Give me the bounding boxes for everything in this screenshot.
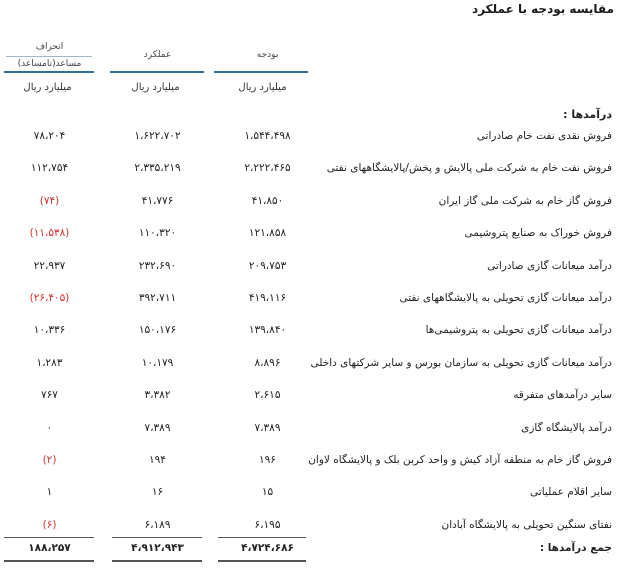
row-budget-value: ۲۰۹،۷۵۳: [248, 260, 287, 272]
budget-header-line: [214, 71, 308, 73]
table-row: [0, 422, 622, 442]
row-label: درآمد میعانات گازی تحویلی به پتروشیمی‌ها: [425, 324, 612, 336]
row-budget-value: ۱۲۱،۸۵۸: [248, 227, 287, 239]
total-line-variance-top: [4, 537, 94, 538]
row-budget-value: ۱۵: [261, 486, 274, 498]
row-variance-value: (۲): [42, 454, 57, 466]
row-label: سایر درآمدهای متفرقه: [513, 389, 612, 401]
row-actual-value: ۳۹۲،۷۱۱: [138, 292, 177, 304]
page-title: مقایسه بودجه با عملکرد: [472, 2, 614, 16]
total-line-variance-bottom: [4, 560, 94, 562]
table-row: [0, 454, 622, 474]
table-row: [0, 519, 622, 539]
row-variance-value: (۲۶،۴۰۵): [29, 292, 70, 304]
total-line-budget-bottom: [218, 560, 306, 562]
row-variance-value: ۷۸،۲۰۴: [33, 130, 66, 142]
total-line-actual-bottom: [112, 560, 202, 562]
row-variance-value: ۱،۲۸۳: [36, 357, 63, 369]
row-variance-value: (۷۴): [39, 195, 60, 207]
row-actual-value: ۱۹۴: [149, 454, 166, 466]
row-label: فروش گاز خام به منطقه آزاد کیش و واحد کربن بلک و پالایشگاه لاوان: [308, 454, 612, 466]
row-variance-value: (۶): [42, 519, 57, 531]
row-label: درآمد پالایشگاه گازی: [521, 422, 612, 434]
row-variance-value: ۰: [46, 422, 53, 434]
table-row: [0, 389, 622, 409]
table-row: [0, 292, 622, 312]
row-actual-value: ۲۳۲،۶۹۰: [138, 260, 177, 272]
unit-label-actual: میلیارد ریال: [131, 82, 180, 93]
variance-header-line: [4, 71, 94, 73]
row-budget-value: ۴۱۹،۱۱۶: [248, 292, 287, 304]
table-row: [0, 357, 622, 377]
row-label: سایر اقلام عملیاتی: [530, 486, 612, 498]
row-variance-value: ۲۲،۹۳۷: [33, 260, 66, 272]
row-variance-value: (۱۱،۵۳۸): [29, 227, 70, 239]
table-row: [0, 195, 622, 215]
row-actual-value: ۱۵۰،۱۷۶: [138, 324, 177, 336]
row-variance-value: ۷۶۷: [41, 389, 58, 401]
row-actual-value: ۱،۶۲۲،۷۰۲: [134, 130, 181, 142]
row-variance-value: ۱۱۲،۷۵۴: [30, 162, 69, 174]
row-budget-value: ۴۱،۸۵۰: [251, 195, 284, 207]
table-row: [0, 227, 622, 247]
row-label: فروش نفت خام به شرکت ملی پالایش و پخش/پالایشگاههای نفتی: [326, 162, 612, 174]
unit-label-budget: میلیارد ریال: [238, 82, 287, 93]
row-label: فروش گاز خام به شرکت ملی گاز ایران: [438, 195, 612, 207]
row-actual-value: ۳،۳۸۲: [144, 389, 171, 401]
table-row: [0, 162, 622, 182]
row-budget-value: ۱۳۹،۸۴۰: [248, 324, 287, 336]
row-label: نفتای سنگین تحویلی به پالایشگاه آبادان: [441, 519, 612, 531]
row-actual-value: ۲،۳۳۵،۲۱۹: [134, 162, 181, 174]
table-row: [0, 260, 622, 280]
row-actual-value: ۱۶: [151, 486, 164, 498]
column-header-variance-sub: مساعد(نامساعد): [17, 59, 82, 69]
row-actual-value: ۱۰،۱۷۹: [141, 357, 174, 369]
row-budget-value: ۱،۵۴۴،۴۹۸: [244, 130, 291, 142]
row-budget-value: ۲،۲۲۲،۴۶۵: [244, 162, 291, 174]
total-row: [0, 542, 622, 562]
column-header-actual: عملکرد: [143, 50, 172, 60]
table-row: [0, 486, 622, 506]
total-variance: ۱۸۸،۲۵۷: [28, 542, 71, 554]
row-budget-value: ۷،۳۸۹: [254, 422, 281, 434]
row-actual-value: ۴۱،۷۷۶: [141, 195, 174, 207]
row-actual-value: ۶،۱۸۹: [144, 519, 171, 531]
total-budget: ۴،۷۲۴،۶۸۶: [241, 542, 294, 554]
row-label: فروش خوراک به صنایع پتروشیمی: [464, 227, 612, 239]
variance-header-divider: [6, 56, 92, 57]
table-row: [0, 324, 622, 344]
unit-label-variance: میلیارد ریال: [23, 82, 72, 93]
row-label: درآمد میعانات گازی تحویلی به سازمان بورس و سایر شرکتهای داخلی: [310, 357, 612, 369]
row-label: درآمد میعانات گازی صادراتی: [487, 260, 612, 272]
row-budget-value: ۲،۶۱۵: [254, 389, 281, 401]
column-header-budget: بودجه: [256, 50, 279, 60]
section-label-revenues: درآمدها :: [563, 108, 612, 121]
row-label: فروش نقدی نفت خام صادراتی: [476, 130, 612, 142]
total-line-budget-top: [218, 537, 306, 538]
row-actual-value: ۱۱۰،۳۲۰: [138, 227, 177, 239]
row-label: درآمد میعانات گازی تحویلی به پالایشگاههای نفتی: [399, 292, 612, 304]
total-label: جمع درآمدها :: [539, 542, 612, 554]
actual-header-line: [110, 71, 204, 73]
row-budget-value: ۸،۸۹۶: [254, 357, 281, 369]
row-actual-value: ۷،۳۸۹: [144, 422, 171, 434]
row-budget-value: ۶،۱۹۵: [254, 519, 281, 531]
total-actual: ۴،۹۱۲،۹۴۳: [131, 542, 184, 554]
total-line-actual-top: [112, 537, 202, 538]
column-header-variance: انحراف: [35, 42, 64, 52]
row-variance-value: ۱۰،۳۳۶: [33, 324, 66, 336]
row-variance-value: ۱: [46, 486, 53, 498]
table-row: [0, 130, 622, 150]
row-budget-value: ۱۹۶: [259, 454, 276, 466]
